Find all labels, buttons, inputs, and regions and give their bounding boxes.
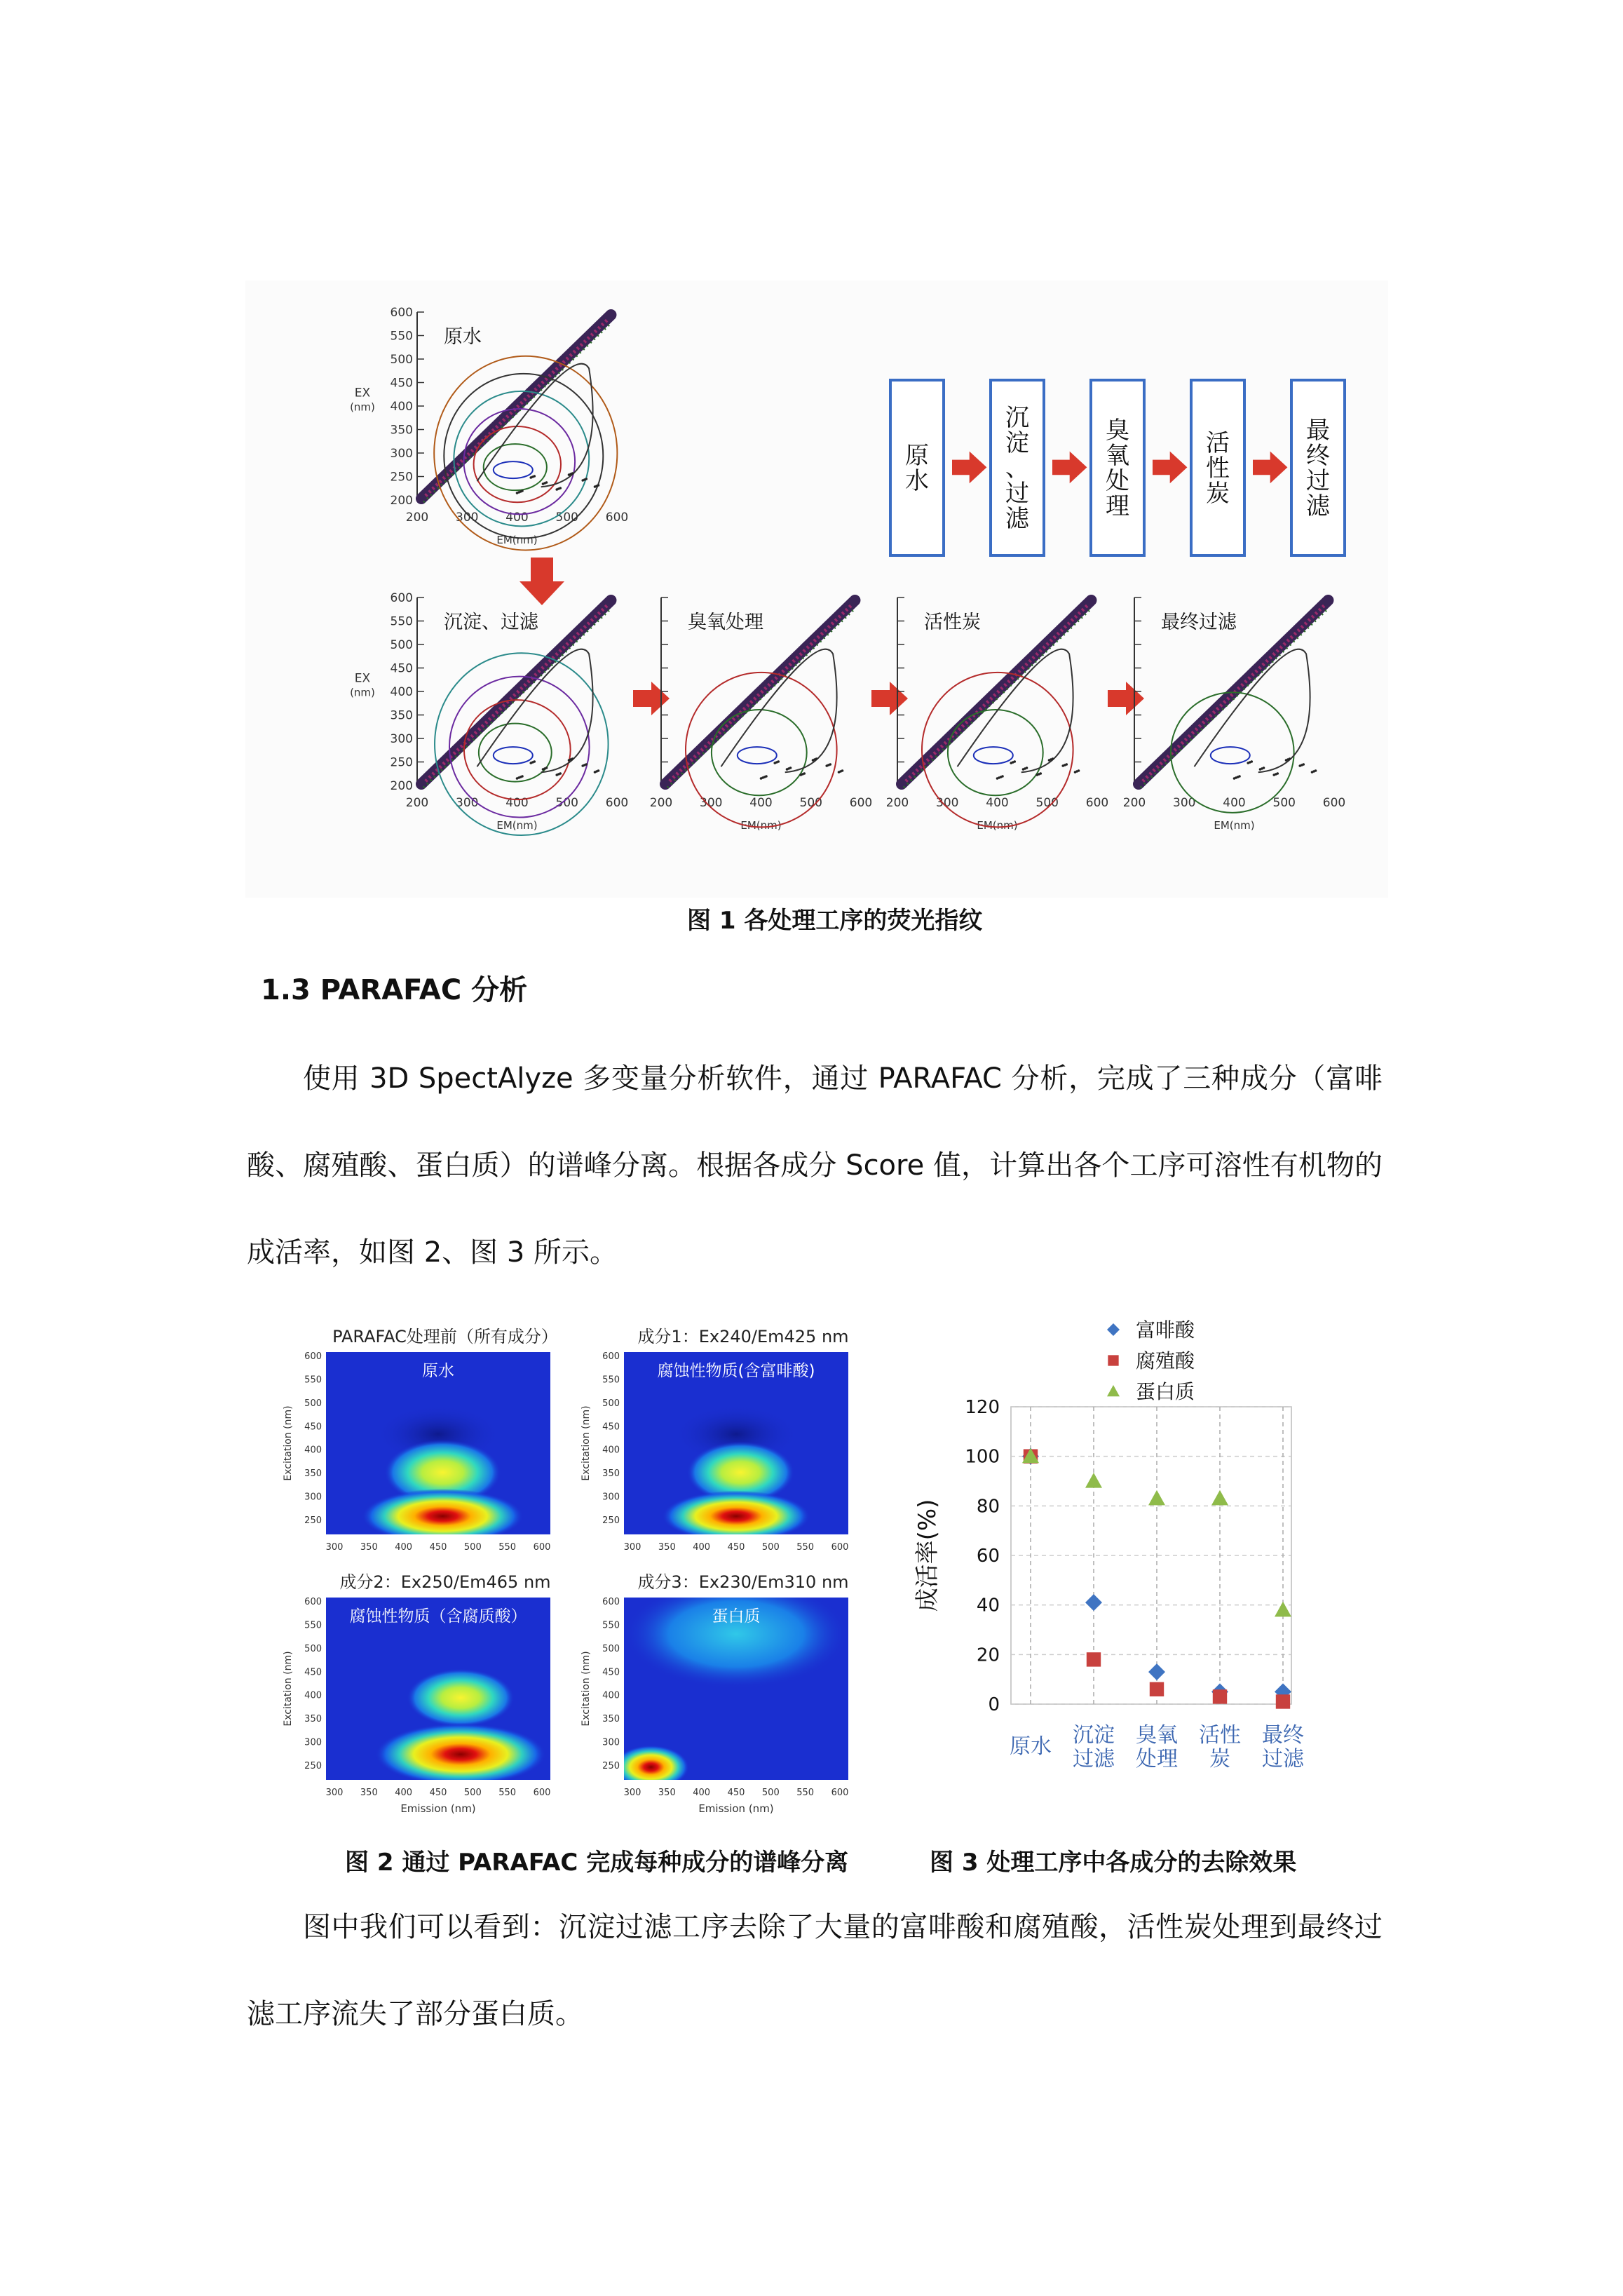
flow-step-label: 原水 — [905, 442, 929, 495]
noise-dot — [1302, 763, 1305, 766]
eem-panel-label: 活性炭 — [924, 612, 981, 633]
paragraph-2 — [247, 1884, 1383, 2058]
parafac-x-tick: 400 — [693, 1542, 711, 1553]
eem-y-tick-label: 400 — [390, 400, 413, 414]
eem-x-tick-label: 200 — [649, 796, 673, 810]
parafac-y-tick: 400 — [304, 1445, 322, 1456]
eem-y-tick-label: 600 — [390, 591, 413, 605]
parafac-x-tick: 550 — [498, 1542, 517, 1553]
contour-line — [948, 710, 1043, 795]
noise-dot — [1026, 767, 1028, 769]
flow-arrow-right — [871, 682, 908, 715]
parafac-y-tick: 500 — [602, 1398, 620, 1409]
eem-x-tick-label: 500 — [1272, 796, 1296, 810]
parafac-panel-2 — [283, 1572, 551, 1815]
noise-dot — [765, 775, 768, 778]
parafac-x-tick: 400 — [395, 1542, 413, 1553]
parafac-y-tick: 250 — [304, 1515, 322, 1526]
eem-y-axis-unit: (nm) — [350, 686, 375, 699]
eem-x-tick-label: 400 — [505, 796, 529, 810]
parafac-x-tick: 400 — [693, 1788, 711, 1798]
legend-label: 富啡酸 — [1136, 1318, 1195, 1342]
flow-arrow-down — [520, 558, 564, 605]
parafac-x-tick: 600 — [831, 1542, 849, 1553]
eem-x-tick-label: 400 — [749, 796, 773, 810]
flow-step-label: 臭氧处理 — [1106, 417, 1129, 520]
parafac-y-tick: 550 — [304, 1375, 322, 1386]
y-tick-label: 20 — [976, 1645, 1000, 1666]
eem-y-axis-label: EX — [354, 671, 371, 686]
flow-arrow-right — [633, 682, 670, 715]
parafac-y-tick: 500 — [602, 1643, 620, 1654]
eem-x-tick-label: 600 — [605, 796, 629, 810]
eem-panel-1 — [350, 591, 628, 835]
noise-dot — [533, 760, 536, 763]
legend-label: 蛋白质 — [1136, 1380, 1195, 1403]
noise-dot — [1276, 772, 1279, 775]
y-tick-label: 40 — [976, 1595, 1000, 1616]
eem-x-axis-label: EM(nm) — [977, 819, 1018, 832]
eem-y-tick-label: 350 — [390, 708, 413, 723]
eem-panel-4 — [1123, 597, 1345, 832]
eem-y-tick-label: 450 — [390, 661, 413, 676]
eem-panel-2 — [650, 597, 872, 832]
data-point — [1213, 1689, 1227, 1703]
eem-x-tick-label: 400 — [986, 796, 1009, 810]
parafac-x-tick: 350 — [658, 1542, 676, 1553]
eem-x-tick-label: 200 — [1122, 796, 1146, 810]
parafac-panel-label: 原水 — [422, 1362, 454, 1380]
eem-x-axis-label: EM(nm) — [1214, 819, 1255, 832]
parafac-y-tick: 500 — [304, 1398, 322, 1409]
parafac-x-tick: 350 — [658, 1788, 676, 1798]
parafac-y-tick: 250 — [602, 1515, 620, 1526]
data-point — [1085, 1594, 1102, 1611]
noise-dot — [1039, 772, 1042, 775]
figure-1-caption: 图 1 各处理工序的荧光指纹 — [687, 907, 983, 935]
parafac-panel-label: 腐蚀性物质(含富啡酸) — [657, 1362, 815, 1380]
intensity-peak — [624, 1579, 848, 1689]
noise-dot — [597, 769, 600, 772]
parafac-panel-0 — [283, 1327, 558, 1553]
parafac-y-tick: 450 — [304, 1667, 322, 1678]
parafac-y-tick: 450 — [304, 1422, 322, 1433]
eem-x-tick-label: 500 — [555, 796, 578, 810]
legend-marker — [1107, 1323, 1120, 1336]
parafac-y-axis-label: Excitation (nm) — [283, 1651, 294, 1727]
figure-2 — [280, 1311, 869, 1830]
contour-line — [738, 747, 777, 764]
eem-x-axis-label: EM(nm) — [496, 534, 538, 546]
parafac-x-tick: 450 — [429, 1788, 447, 1798]
intensity-peak — [662, 1491, 810, 1542]
eem-panel-label: 臭氧处理 — [688, 612, 763, 633]
noise-dot — [1052, 757, 1054, 760]
data-point — [1276, 1694, 1290, 1708]
noise-dot — [777, 760, 780, 763]
parafac-y-axis-label: Excitation (nm) — [580, 1651, 592, 1727]
eem-y-tick-label: 400 — [390, 685, 413, 699]
flow-step-label: 沉淀、过滤 — [1005, 404, 1029, 533]
contour-line — [464, 700, 571, 799]
y-tick-label: 100 — [965, 1446, 1000, 1468]
parafac-y-tick: 350 — [602, 1468, 620, 1480]
figure-2-caption: 图 2 通过 PARAFAC 完成每种成分的谱峰分离 — [345, 1849, 849, 1877]
parafac-y-tick: 400 — [602, 1445, 620, 1456]
eem-y-tick-label: 500 — [390, 638, 413, 652]
noise-dot — [571, 472, 574, 475]
contour-line — [494, 461, 533, 478]
noise-dot — [559, 487, 562, 489]
x-tick-label: 沉淀过滤 — [1073, 1723, 1115, 1771]
parafac-panel-3 — [580, 1572, 849, 1815]
eem-panel-3 — [886, 597, 1108, 832]
noise-dot — [1263, 767, 1265, 769]
legend-marker — [1107, 1385, 1120, 1396]
parafac-x-tick: 600 — [533, 1542, 551, 1553]
y-tick-label: 0 — [988, 1694, 1000, 1715]
y-tick-label: 80 — [976, 1496, 1000, 1518]
parafac-panel-title: 成分3：Ex230/Em310 nm — [637, 1572, 849, 1592]
y-axis-label: 成活率(%) — [914, 1499, 942, 1612]
data-point — [1085, 1473, 1102, 1488]
eem-y-tick-label: 250 — [390, 755, 413, 770]
eem-x-tick-label: 500 — [799, 796, 822, 810]
eem-x-tick-label: 200 — [885, 796, 909, 810]
eem-x-tick-label: 500 — [555, 511, 578, 525]
noise-dot — [1289, 757, 1291, 760]
x-tick-label: 最终过滤 — [1262, 1723, 1304, 1771]
parafac-x-tick: 600 — [831, 1788, 849, 1798]
flow-step-label: 最终过滤 — [1306, 417, 1330, 520]
parafac-y-axis-label: Excitation (nm) — [580, 1405, 592, 1481]
parafac-y-tick: 450 — [602, 1667, 620, 1678]
x-tick-label: 原水 — [1010, 1734, 1052, 1759]
eem-panel-label: 原水 — [444, 326, 482, 348]
noise-dot — [1001, 775, 1004, 778]
noise-dot — [789, 767, 792, 769]
eem-y-tick-label: 550 — [390, 329, 413, 344]
eem-y-tick-label: 200 — [390, 494, 413, 508]
parafac-x-tick: 450 — [727, 1542, 745, 1553]
section-heading: 1.3 PARAFAC 分析 — [261, 974, 528, 1006]
parafac-y-tick: 350 — [304, 1468, 322, 1480]
eem-x-tick-label: 600 — [605, 511, 629, 525]
eem-x-tick-label: 400 — [1223, 796, 1246, 810]
parafac-panel-label: 蛋白质 — [712, 1607, 761, 1626]
flow-step-label: 活性炭 — [1206, 429, 1230, 508]
parafac-x-axis-label: Emission (nm) — [698, 1802, 774, 1815]
y-tick-label: 120 — [965, 1397, 1000, 1418]
noise-dot — [1013, 760, 1016, 763]
flow-arrow-right — [1108, 682, 1144, 715]
parafac-x-tick: 300 — [325, 1542, 344, 1553]
parafac-x-tick: 500 — [463, 1788, 482, 1798]
data-point — [1148, 1490, 1165, 1506]
eem-y-tick-label: 600 — [390, 306, 413, 320]
eem-panel-label: 最终过滤 — [1161, 612, 1237, 633]
parafac-x-tick: 500 — [463, 1542, 482, 1553]
noise-dot — [571, 757, 574, 760]
noise-dot — [585, 478, 588, 480]
eem-x-tick-label: 500 — [1035, 796, 1059, 810]
contour-line — [712, 710, 807, 795]
eem-y-tick-label: 200 — [390, 779, 413, 793]
eem-x-tick-label: 600 — [1085, 796, 1109, 810]
parafac-x-tick: 300 — [623, 1542, 641, 1553]
parafac-y-tick: 250 — [602, 1761, 620, 1771]
eem-x-axis-label: EM(nm) — [496, 819, 538, 832]
data-point — [1148, 1663, 1165, 1680]
parafac-x-tick: 450 — [429, 1542, 447, 1553]
noise-dot — [585, 763, 588, 766]
intensity-peak — [613, 1745, 689, 1789]
parafac-panel-title: 成分2：Ex250/Em465 nm — [339, 1572, 551, 1592]
flow-arrow-right — [1253, 452, 1287, 484]
eem-y-axis-unit: (nm) — [350, 400, 375, 414]
parafac-x-tick: 550 — [796, 1788, 815, 1798]
flow-arrow-right — [1153, 452, 1187, 484]
eem-y-axis-label: EX — [354, 386, 371, 400]
paragraph-1-text: 使用 3D SpectAlyze 多变量分析软件，通过 PARAFAC 分析，完成了三种成分（富啡酸、腐殖酸、蛋白质）的谱峰分离。根据各成分 Score 值，计算出各个工序可溶性有机物的成活率，如图 2、图 3 所示。 — [247, 1062, 1383, 1269]
data-point — [1211, 1490, 1228, 1506]
eem-y-tick-label: 450 — [390, 376, 413, 391]
parafac-y-tick: 600 — [304, 1597, 322, 1607]
parafac-y-tick: 350 — [602, 1714, 620, 1725]
legend-marker — [1108, 1355, 1118, 1365]
chart-canvas — [904, 1311, 1339, 1830]
legend-label: 腐殖酸 — [1136, 1349, 1195, 1372]
figure-3-caption: 图 3 处理工序中各成分的去除效果 — [930, 1849, 1297, 1877]
parafac-y-tick: 600 — [304, 1351, 322, 1362]
parafac-x-tick: 550 — [796, 1542, 815, 1553]
parafac-y-tick: 300 — [602, 1737, 620, 1748]
parafac-y-tick: 350 — [304, 1714, 322, 1725]
noise-dot — [545, 767, 548, 769]
eem-x-tick-label: 300 — [456, 796, 479, 810]
noise-dot — [1238, 775, 1241, 778]
eem-x-tick-label: 300 — [1173, 796, 1196, 810]
eem-y-tick-label: 250 — [390, 470, 413, 485]
parafac-panel-1 — [580, 1327, 849, 1553]
noise-dot — [803, 772, 806, 775]
noise-dot — [841, 769, 844, 772]
flow-arrow-right — [1052, 452, 1087, 484]
noise-dot — [521, 775, 524, 778]
fig2-canvas — [280, 1311, 869, 1830]
parafac-y-tick: 300 — [602, 1492, 620, 1503]
parafac-y-tick: 400 — [304, 1690, 322, 1701]
eem-x-tick-label: 300 — [936, 796, 959, 810]
parafac-x-tick: 500 — [761, 1788, 780, 1798]
noise-dot — [1078, 769, 1080, 772]
intensity-peak — [375, 1723, 545, 1785]
parafac-y-tick: 500 — [304, 1643, 322, 1654]
noise-dot — [1250, 760, 1253, 763]
figure-3 — [904, 1311, 1339, 1830]
eem-panel-0 — [350, 306, 628, 550]
parafac-x-tick: 400 — [395, 1788, 413, 1798]
parafac-x-tick: 350 — [360, 1788, 378, 1798]
eem-x-tick-label: 200 — [405, 511, 429, 525]
paragraph-2-text: 图中我们可以看到：沉淀过滤工序去除了大量的富啡酸和腐殖酸，活性炭处理到最终过滤工序流失了部分蛋白质。 — [247, 1911, 1383, 2030]
parafac-y-tick: 600 — [602, 1597, 620, 1607]
eem-y-tick-label: 300 — [390, 447, 413, 461]
data-point — [1275, 1602, 1291, 1617]
parafac-y-tick: 550 — [602, 1620, 620, 1631]
intensity-peak — [362, 1489, 523, 1544]
parafac-x-tick: 300 — [623, 1788, 641, 1798]
intensity-peak — [407, 1668, 515, 1727]
eem-x-tick-label: 300 — [700, 796, 723, 810]
noise-dot — [815, 757, 818, 760]
noise-dot — [533, 475, 536, 478]
noise-dot — [1315, 769, 1317, 772]
x-tick-label: 臭氧处理 — [1136, 1723, 1178, 1771]
contour-line — [974, 747, 1013, 764]
x-tick-label: 活性炭 — [1199, 1723, 1241, 1771]
contour-line — [494, 747, 533, 764]
parafac-y-tick: 300 — [304, 1492, 322, 1503]
parafac-x-tick: 550 — [498, 1788, 517, 1798]
contour-line — [484, 444, 547, 490]
parafac-x-tick: 300 — [325, 1788, 344, 1798]
noise-dot — [545, 481, 548, 484]
figure-1 — [245, 281, 1388, 898]
eem-x-axis-label: EM(nm) — [740, 819, 782, 832]
contour-line — [479, 724, 552, 782]
parafac-panel-title: PARAFAC处理前（所有成分） — [332, 1327, 558, 1346]
parafac-y-tick: 550 — [304, 1620, 322, 1631]
flow-arrow-right — [952, 452, 986, 484]
parafac-panel-label: 腐蚀性物质（含腐质酸） — [349, 1607, 527, 1626]
parafac-y-tick: 550 — [602, 1375, 620, 1386]
parafac-x-tick: 450 — [727, 1788, 745, 1798]
eem-y-tick-label: 350 — [390, 423, 413, 438]
parafac-x-tick: 600 — [533, 1788, 551, 1798]
parafac-x-tick: 500 — [761, 1542, 780, 1553]
eem-y-tick-label: 550 — [390, 614, 413, 629]
eem-x-tick-label: 400 — [505, 511, 529, 525]
paragraph-1 — [247, 1035, 1383, 1296]
eem-y-tick-label: 300 — [390, 732, 413, 746]
parafac-y-tick: 300 — [304, 1737, 322, 1748]
contour-line — [1171, 692, 1294, 812]
contour-line — [1211, 747, 1250, 764]
parafac-x-axis-label: Emission (nm) — [400, 1802, 476, 1815]
noise-dot — [559, 772, 562, 775]
parafac-y-tick: 450 — [602, 1422, 620, 1433]
parafac-panel-title: 成分1：Ex240/Em425 nm — [637, 1327, 849, 1346]
eem-x-tick-label: 600 — [1322, 796, 1346, 810]
noise-dot — [597, 484, 600, 487]
eem-x-tick-label: 600 — [849, 796, 873, 810]
data-point — [1150, 1682, 1164, 1696]
parafac-y-tick: 250 — [304, 1761, 322, 1771]
noise-dot — [829, 763, 831, 766]
parafac-y-tick: 600 — [602, 1351, 620, 1362]
fig1-canvas — [245, 281, 1388, 898]
parafac-y-tick: 400 — [602, 1690, 620, 1701]
y-tick-label: 60 — [976, 1546, 1000, 1567]
eem-x-tick-label: 300 — [456, 511, 479, 525]
parafac-y-axis-label: Excitation (nm) — [283, 1405, 294, 1481]
eem-panel-label: 沉淀、过滤 — [444, 612, 538, 633]
parafac-x-tick: 350 — [360, 1542, 378, 1553]
noise-dot — [521, 489, 524, 492]
noise-dot — [1065, 763, 1068, 766]
eem-y-tick-label: 500 — [390, 353, 413, 367]
data-point — [1087, 1652, 1101, 1666]
eem-x-tick-label: 200 — [405, 796, 429, 810]
